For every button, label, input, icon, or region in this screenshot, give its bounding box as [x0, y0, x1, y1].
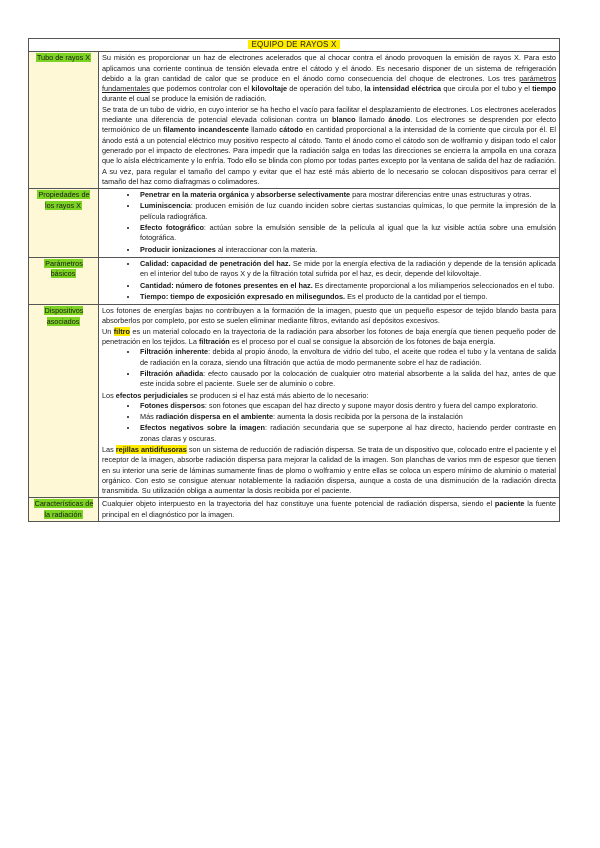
tubo-paragraph-1: [102, 53, 556, 104]
text: para mostrar diferencias entre unas estructuras y otras.: [350, 190, 532, 200]
text: la fuente principal en el diagnóstico por la imagen.: [102, 499, 556, 519]
key-term: Efecto fotográfico: [140, 223, 204, 233]
text: : debida al propio ánodo, la envoltura de vidrio del tubo, el aceite que rodea el tubo y la ventana de salida de radiación en la coraza, siendo una filtración que actúa de modo permanente sobre el haz de radiación.: [140, 347, 556, 367]
key-term: kilovoltaje: [251, 84, 288, 94]
key-term: Producir ionizaciones: [140, 244, 216, 254]
key-term: blanco: [332, 115, 356, 125]
text: llamado: [248, 125, 280, 135]
row-tubo: [29, 52, 560, 189]
key-term: tiempo: [532, 84, 556, 94]
text: en cantidad proporcional a la intensidad de la corriente que circula por él. El ánodo está a un potencial eléctrico muy positivo respecto al cátodo. Tanto el ánodo como el cátodo son de wolframio y disipan todo el calor generado por el impacto de electrones. Para impedir que la radiación salga en todas las direcciones se encierra la ampolla en una coraza que lo aísla eléctricamente y lo enfría. Todo ello se blinda con plomo por todas partes excepto por la ventana de salida del haz de radiación. A su vez, para regular el tamaño del campo y evitar que el haz esté más abierto de lo necesario se colocan dispositivos para cerrar el tamaño del haz como diafragmas o colimadores.: [102, 125, 557, 186]
key-term: Luminiscencia: [140, 201, 191, 211]
document-title: EQUIPO DE RAYOS X: [248, 40, 339, 49]
document-page: [28, 38, 560, 522]
key-term: Filtración añadida: [140, 368, 204, 378]
list-item: [138, 347, 556, 368]
text: que circula por el tubo y el: [441, 84, 533, 94]
list-item: [138, 223, 556, 244]
label-cell-tubo: [29, 52, 99, 189]
key-term: radiación dispersa en el ambiente: [155, 412, 274, 422]
label-cell-dispositivos: [29, 305, 99, 498]
text: de operación del tubo,: [287, 84, 365, 94]
text: Las: [102, 444, 116, 454]
key-term: paciente: [494, 499, 525, 509]
text: Se trata de un tubo de vidrio, en cuyo interior se ha hecho el vacío para facilitar el desplazamiento de electrones. Los electrones acelerados mediante una diferencia de potencial elevada colisionan contra un: [102, 104, 556, 125]
key-term: efectos perjudiciales: [115, 390, 188, 400]
dispositivos-paragraph-3: [102, 391, 556, 401]
key-term: Filtración inherente: [140, 347, 209, 357]
text: al interaccionar con la materia.: [215, 244, 318, 254]
text: se producen si el haz está más abierto de lo necesario:: [188, 390, 369, 400]
list-item: [138, 190, 556, 200]
key-term: Penetrar en la materia orgánica: [140, 190, 249, 200]
text: . Los electrones se desprenden por efecto termoiónico de un: [102, 115, 557, 135]
dispositivos-paragraph-2: [102, 327, 556, 348]
row-label-tubo: Tubo de rayos X: [36, 53, 91, 63]
text: que podemos controlar con el: [149, 84, 252, 94]
text: Se mide por la energía efectiva de la radiación y depende de la tensión aplicada en el interior del tubo de rayos X y de la filtración total sufrida por el haz, es decir, depende del kilovoltaje.: [140, 258, 556, 279]
row-propiedades: [29, 189, 560, 258]
text: Los: [102, 390, 116, 400]
dispositivos-paragraph-4: [102, 445, 556, 496]
dispositivos-paragraph-1: Los fotones de energías bajas no contribuyen a la formación de la imagen, puesto que un pequeño espesor de tejido blando basta para absorberlos por completo, por esto se suelen eliminar mediante filtros, evitando así depósitos excesivos.: [102, 306, 556, 326]
text: Su misión es proporcionar un haz de electrones acelerados que al chocar contra el ánodo provoquen la emisión de rayos X. Para esto aplicamos una corriente continua de tensión elevada entre el cátodo y el ánodo. Es necesario disponer de un sistema de refrigeración debido a la gran cantidad de calor que se produce en el ánodo como consecuencia del choque de electrones. Los tres: [102, 53, 556, 83]
content-parametros: [99, 257, 560, 304]
parametros-list: [102, 259, 556, 302]
label-cell-propiedades: [29, 189, 99, 258]
text: : son fotones que escapan del haz directo y supone mayor dosis dentro y fuera del campo exploratorio.: [204, 400, 538, 410]
list-item: [138, 423, 556, 444]
highlighted-term: rejillas antidifusoras: [115, 444, 187, 454]
title-row: [29, 39, 560, 52]
text: es un material colocado en la trayectoria de la radiación para absorber los fotones de baja energía que tienen pequeño poder de penetración en los tejidos. La: [102, 326, 556, 347]
text: Es directamente proporcional a los miliamperios seleccionados en el tubo.: [312, 280, 555, 290]
text: llamado: [355, 115, 389, 125]
propiedades-list: [102, 190, 556, 255]
notes-table: [28, 38, 560, 522]
key-term: Tiempo: tiempo de exposición expresado en milisegundos.: [140, 291, 346, 301]
text: durante el cual se produce la emisión de radiación.: [102, 94, 267, 104]
text: Cualquier objeto interpuesto en la trayectoria del haz constituye una fuente potencial de radiación dispersa, siendo el: [102, 499, 495, 509]
text: Es el producto de la cantidad por el tiempo.: [345, 291, 488, 301]
underlined-term: parámetros fundamentales: [102, 73, 556, 94]
row-label-caracteristicas: Características de la radiación: [34, 499, 94, 519]
label-cell-caracteristicas: [29, 498, 99, 522]
key-term: absorberse selectivamente: [256, 190, 351, 200]
content-propiedades: [99, 189, 560, 258]
key-term: Efectos negativos sobre la imagen: [140, 423, 265, 433]
label-cell-parametros: [29, 257, 99, 304]
text: es el proceso por el cual se consigue la absorción de los fotones de baja energía.: [229, 337, 496, 347]
key-term: Calidad: capacidad de penetración del haz.: [140, 258, 291, 268]
content-dispositivos: [99, 305, 560, 498]
list-item: [138, 292, 556, 302]
text: : efecto causado por la colocación de cualquier otro material absorbente a la salida del haz, antes de que este incida sobre el paciente. Suele ser de aluminio o cobre.: [140, 368, 556, 389]
text: y: [248, 190, 257, 200]
list-item: [138, 412, 556, 422]
content-caracteristicas: [99, 498, 560, 522]
key-term: Fotones dispersos: [140, 400, 205, 410]
row-label-parametros: Parámetros básicos: [45, 258, 83, 279]
filtracion-list: [102, 347, 556, 389]
key-term: filtración: [198, 337, 230, 347]
row-dispositivos: [29, 305, 560, 498]
title-cell: [29, 39, 560, 52]
caracteristicas-paragraph: [102, 499, 556, 520]
text: Más: [140, 412, 156, 422]
efectos-list: [102, 401, 556, 444]
list-item: [138, 401, 556, 411]
text: : radiación secundaria que se superpone al haz directo, haciendo perder contraste en zonas claras y oscuras.: [140, 423, 556, 443]
row-label-dispositivos: Dispositivos asociados: [44, 306, 84, 326]
list-item: [138, 245, 556, 255]
row-label-propiedades: Propiedades de los rayos X: [38, 190, 90, 210]
text: : actúan sobre la emulsión sensible de la película al igual que la luz visible actúa sobre una emulsión fotográfica.: [140, 223, 556, 243]
tubo-paragraph-2: [102, 105, 556, 187]
row-parametros: [29, 257, 560, 304]
key-term: la intensidad eléctrica: [364, 84, 442, 94]
key-term: cátodo: [279, 125, 304, 135]
row-caracteristicas: [29, 498, 560, 522]
list-item: [138, 259, 556, 280]
text: : aumenta la dosis recibida por la persona de la instalación: [273, 412, 463, 422]
list-item: [138, 281, 556, 291]
key-term: filamento incandescente: [163, 125, 249, 135]
list-item: [138, 369, 556, 390]
text: Un: [102, 326, 114, 336]
content-tubo: [99, 52, 560, 189]
list-item: [138, 201, 556, 222]
highlighted-term: filtro: [113, 326, 130, 336]
text: : producen emisión de luz cuando inciden sobre ciertas sustancias químicas, lo que permite la impresión de la película radiográfica.: [140, 201, 556, 221]
key-term: Cantidad: número de fotones presentes en el haz.: [140, 280, 313, 290]
key-term: ánodo: [388, 115, 411, 125]
text: son un sistema de reducción de radiación dispersa. Se trata de un dispositivo que, colocado entre el paciente y el receptor de la imagen, absorbe radiación dispersa para mejorar la calidad de la imagen. Son planchas de varios mm de espesor que tienen en su interior una serie de láminas sumamente finas de plomo o wolframio y entre ellas se coloca un espero mínimo de aluminio o material orgánico. Con esto se consigue atenuar notablemente la radiación dispersa, aunque a costa de una disminución de la radiación directa transmitida. Su utilización obliga a aumentar la dosis recibida por el paciente.: [102, 444, 557, 496]
